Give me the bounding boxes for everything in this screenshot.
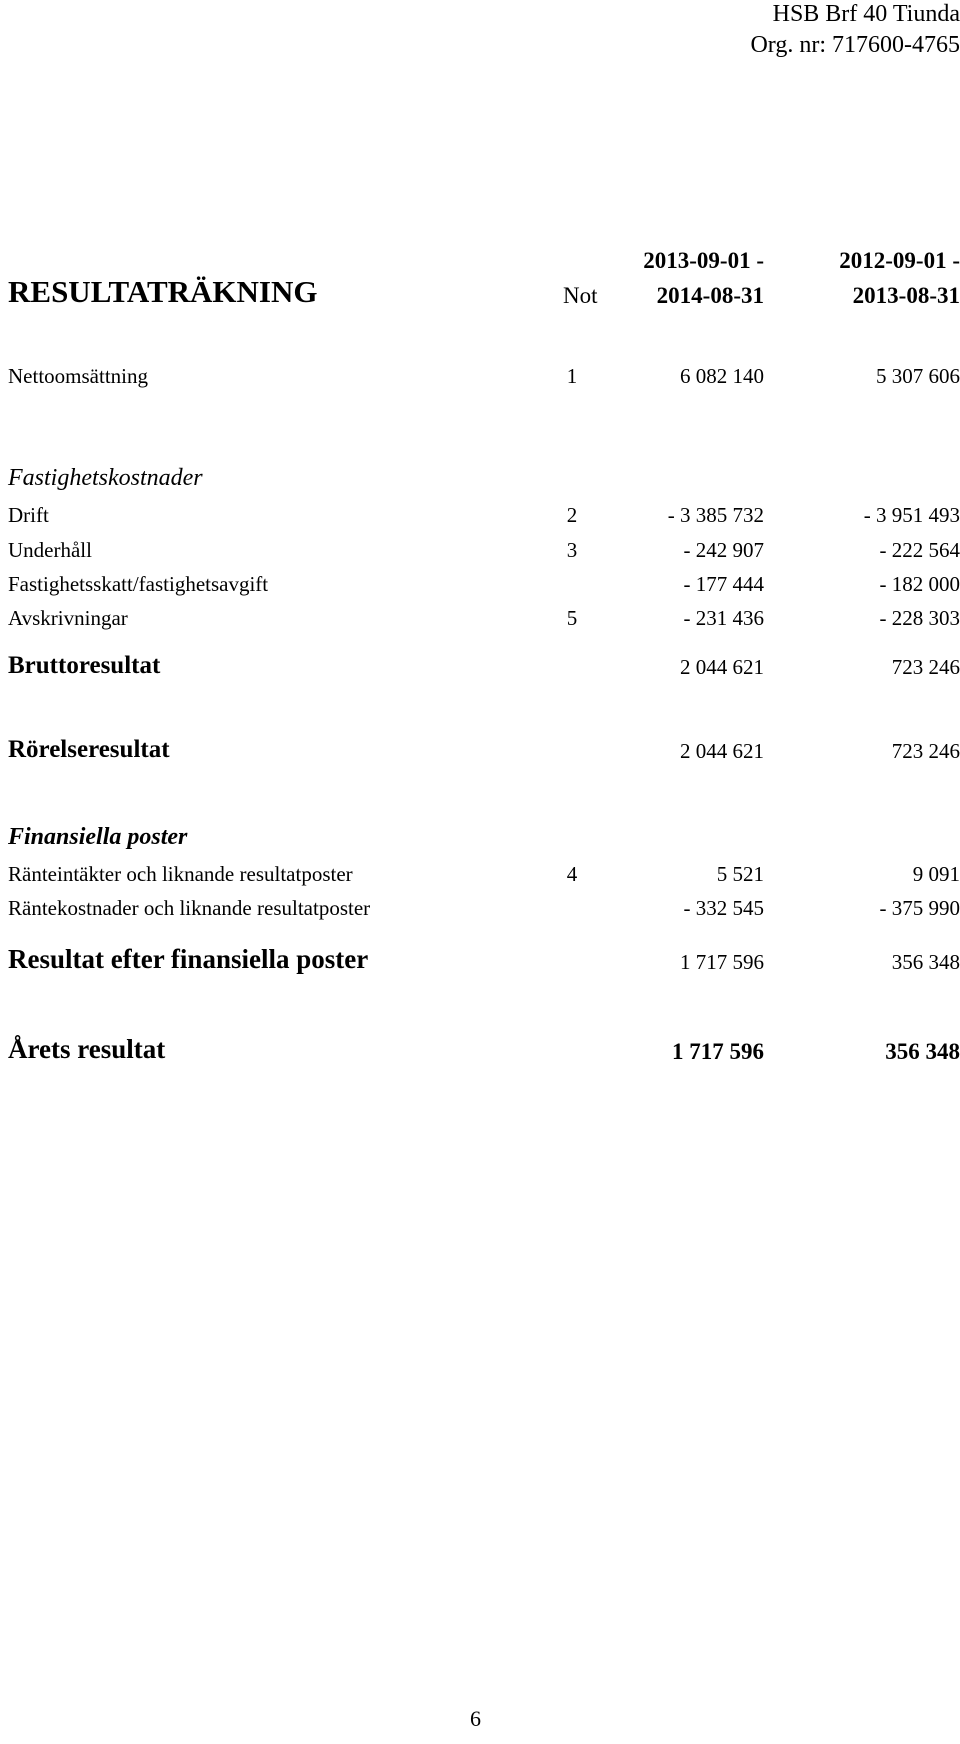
row-prior-value: 9 091 xyxy=(912,862,960,886)
row-label: Avskrivningar xyxy=(8,606,128,630)
row-current-value: 5 521 xyxy=(716,862,764,886)
row-label: Årets resultat xyxy=(8,1034,166,1064)
row-prior-value: - 375 990 xyxy=(879,896,960,920)
row-current-value: 2 044 621 xyxy=(680,739,764,763)
row-label: Resultat efter finansiella poster xyxy=(8,944,369,974)
period-prior-end: 2013-08-31 xyxy=(852,283,960,308)
row-prior-value: 5 307 606 xyxy=(876,364,960,388)
row-note: 3 xyxy=(566,538,578,562)
row-current-value: - 3 385 732 xyxy=(667,503,764,527)
org-number: Org. nr: 717600-4765 xyxy=(750,32,960,58)
row-prior-value: 356 348 xyxy=(885,1039,960,1064)
row-current-value: - 177 444 xyxy=(683,572,764,596)
row-prior-value: 723 246 xyxy=(891,655,960,679)
row-current-value: 6 082 140 xyxy=(680,364,764,388)
row-label: Underhåll xyxy=(8,538,92,562)
row-current-value: 1 717 596 xyxy=(680,950,764,974)
row-label: Bruttoresultat xyxy=(8,652,161,679)
row-label: Drift xyxy=(8,503,49,527)
row-current-value: 1 717 596 xyxy=(672,1039,764,1064)
row-label: Räntekostnader och liknande resultatposter xyxy=(8,896,371,920)
row-label: Fastighetsskatt/fastighetsavgift xyxy=(8,572,269,596)
org-name: HSB Brf 40 Tiunda xyxy=(772,1,960,27)
row-note: 5 xyxy=(566,606,578,630)
row-prior-value: 723 246 xyxy=(891,739,960,763)
statement-title: RESULTATRÄKNING xyxy=(8,274,318,309)
note-column-header: Not xyxy=(563,283,598,308)
row-note: 1 xyxy=(566,364,578,388)
row-label: Ränteintäkter och liknande resultatposter xyxy=(8,862,353,886)
row-note: 4 xyxy=(566,862,578,886)
period-current-start: 2013-09-01 - xyxy=(643,248,764,273)
row-note: 2 xyxy=(566,503,578,527)
row-label: Rörelseresultat xyxy=(8,736,170,763)
section-heading-fastighetskostnader: Fastighetskostnader xyxy=(8,465,203,491)
row-prior-value: 356 348 xyxy=(891,950,960,974)
page-number: 6 xyxy=(470,1706,481,1731)
section-heading-finansiella-poster: Finansiella poster xyxy=(8,824,188,850)
row-prior-value: - 228 303 xyxy=(879,606,960,630)
row-prior-value: - 222 564 xyxy=(879,538,960,562)
period-current-end: 2014-08-31 xyxy=(656,283,764,308)
row-prior-value: - 182 000 xyxy=(879,572,960,596)
period-prior-start: 2012-09-01 - xyxy=(839,248,960,273)
row-current-value: - 332 545 xyxy=(683,896,764,920)
row-prior-value: - 3 951 493 xyxy=(863,503,960,527)
row-current-value: - 231 436 xyxy=(683,606,764,630)
row-current-value: 2 044 621 xyxy=(680,655,764,679)
row-current-value: - 242 907 xyxy=(683,538,764,562)
row-label: Nettoomsättning xyxy=(8,364,148,388)
